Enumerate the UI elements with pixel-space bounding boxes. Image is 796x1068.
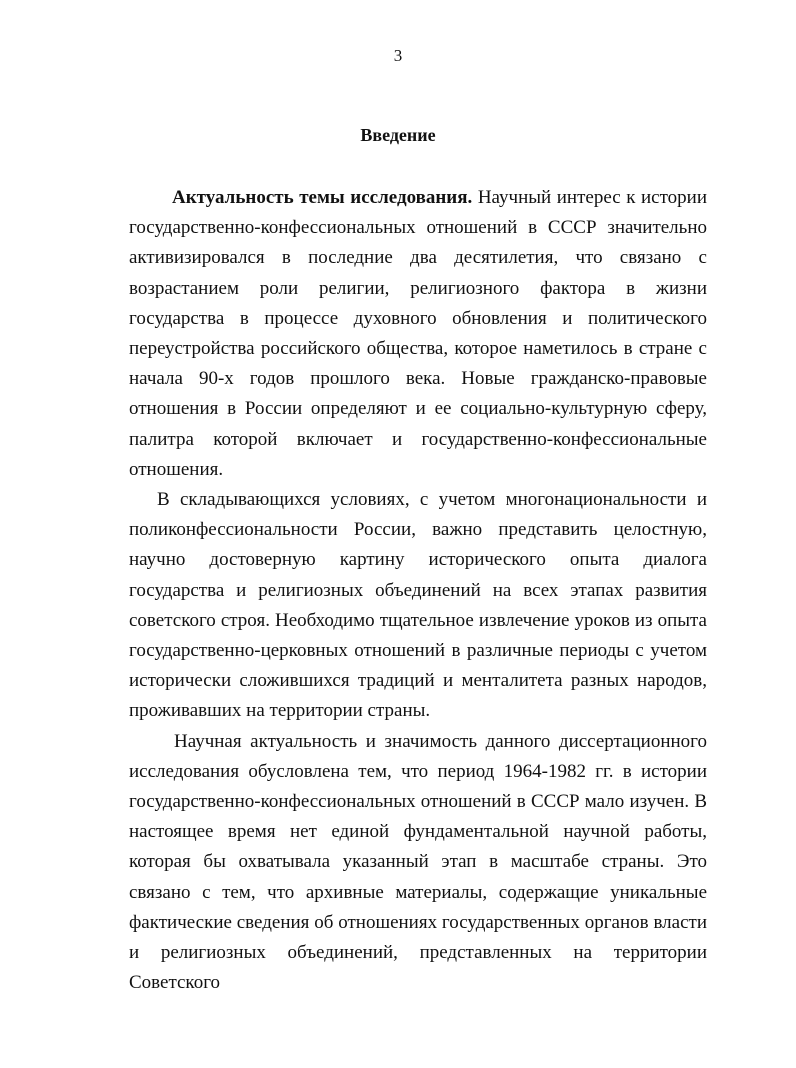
paragraph-conditions	[129, 485, 707, 727]
section-heading: Введение	[360, 125, 436, 145]
paragraph-text: Научная актуальность и значимость данного диссертационного исследования обусловлена тем, что период 1964-1982 гг. в истории государственно-конфессиональных отношений в СССР мало изучен. В настоящее время нет единой фундаментальной научной работы, которая бы охватывала указанный этап в масштабе страны. Это связано с тем, что архивные материалы, содержащие уникальные фактические сведения об отношениях государственных органов власти и религиозных объединений, представленных на территории Советского	[129, 730, 707, 994]
paragraph-scientific-relevance	[129, 727, 707, 999]
paragraph-lead: Актуальность темы исследования.	[172, 187, 473, 208]
paragraph-text: Научный интерес к истории государственно-конфессиональных отношений в СССР значительно активизировался в последние два десятилетия, что связано с возрастанием роли религии, религиозного фактора в жизни государства в процессе духовного обновления и политического переустройства российского общества, которое наметилось в стране с начала 90-х годов прошлого века. Новые гражданско-правовые отношения в России определяют и ее социально-культурную сферу, палитра которой включает и государственно-конфессиональные отношения.	[129, 187, 707, 480]
page-number: 3	[393, 46, 403, 65]
body-text	[129, 183, 707, 998]
paragraph-relevance	[129, 183, 707, 485]
paragraph-text: В складывающихся условиях, с учетом многонациональности и поликонфессиональности России, важно представить целостную, научно достоверную картину исторического опыта диалога государства и религиозных объединений на всех этапах развития советского строя. Необходимо тщательное извлечение уроков из опыта государственно-церковных отношений в различные периоды с учетом исторически сложившихся традиций и менталитета разных народов, проживавших на территории страны.	[129, 489, 707, 722]
